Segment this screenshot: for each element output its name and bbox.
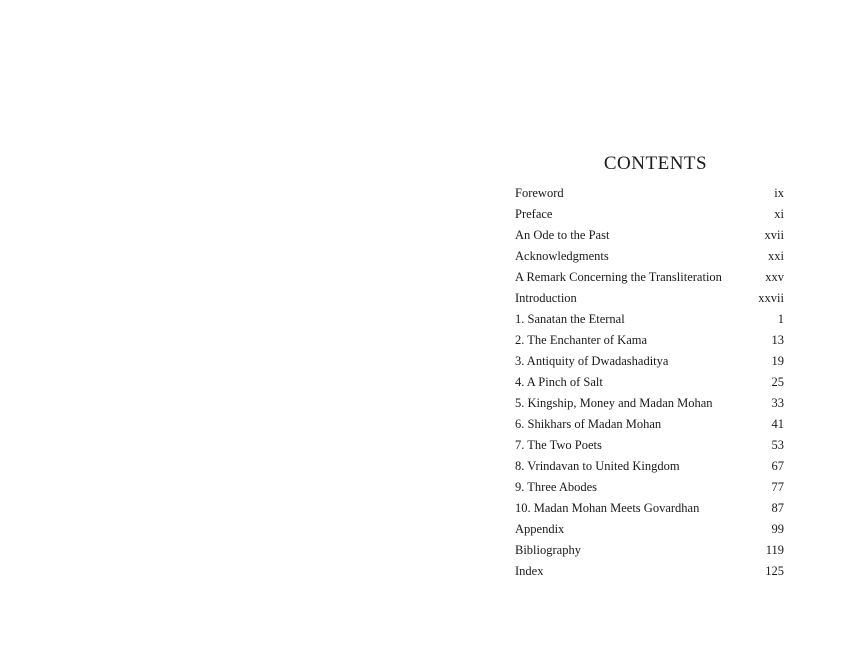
toc-entry-page-number: 87: [771, 501, 784, 515]
toc-entry-chapter-7: [515, 435, 784, 456]
toc-entry-chapter-1: [515, 309, 784, 330]
toc-entry-chapter-9: [515, 477, 784, 498]
toc-entry-page-number: xxv: [765, 270, 784, 284]
toc-entry-transliteration-remark: [515, 267, 784, 288]
toc-entry-title: 4. A Pinch of Salt: [515, 375, 603, 389]
toc-entry-chapter-5: [515, 393, 784, 414]
toc-entry-page-number: 1: [777, 312, 784, 326]
toc-entry-bibliography: [515, 540, 784, 561]
toc-entry-chapter-4: [515, 372, 784, 393]
toc-list: [515, 183, 784, 582]
toc-entry-page-number: xi: [774, 207, 784, 221]
toc-entry-title: 1. Sanatan the Eternal: [515, 312, 625, 326]
toc-entry-page-number: 25: [771, 375, 784, 389]
toc-entry-chapter-10: [515, 498, 784, 519]
toc-entry-page-number: xxvii: [758, 291, 784, 305]
toc-entry-chapter-6: [515, 414, 784, 435]
toc-entry-chapter-8: [515, 456, 784, 477]
toc-entry-title: 9. Three Abodes: [515, 480, 598, 494]
page-title: CONTENTS: [603, 153, 708, 174]
toc-entry-page-number: 13: [771, 333, 784, 347]
toc-entry-page-number: 67: [771, 459, 784, 473]
toc-entry-page-number: 41: [771, 417, 784, 431]
toc-entry-title: A Remark Concerning the Transliteration: [515, 270, 722, 284]
toc-entry-title: Preface: [515, 207, 553, 221]
toc-entry-title: 10. Madan Mohan Meets Govardhan: [515, 501, 700, 515]
toc-entry-title: An Ode to the Past: [515, 228, 610, 242]
toc-entry-chapter-2: [515, 330, 784, 351]
toc-entry-index: [515, 561, 784, 582]
toc-entry-title: 3. Antiquity of Dwadashaditya: [515, 354, 669, 368]
toc-entry-chapter-3: [515, 351, 784, 372]
toc-entry-page-number: xxi: [768, 249, 784, 263]
toc-entry-introduction: [515, 288, 784, 309]
toc-entry-ode-to-the-past: [515, 225, 784, 246]
toc-entry-page-number: 19: [771, 354, 784, 368]
toc-entry-acknowledgments: [515, 246, 784, 267]
toc-entry-page-number: 99: [771, 522, 784, 536]
toc-entry-title: Foreword: [515, 186, 564, 200]
toc-entry-title: 8. Vrindavan to United Kingdom: [515, 459, 680, 473]
toc-entry-title: 5. Kingship, Money and Madan Mohan: [515, 396, 713, 410]
toc-entry-foreword: [515, 183, 784, 204]
toc-entry-appendix: [515, 519, 784, 540]
toc-entry-title: Index: [515, 564, 544, 578]
toc-entry-title: Appendix: [515, 522, 565, 536]
toc-entry-page-number: 77: [771, 480, 784, 494]
table-of-contents: [515, 150, 784, 578]
toc-entry-page-number: 53: [771, 438, 784, 452]
toc-entry-title: Acknowledgments: [515, 249, 609, 263]
toc-entry-page-number: xvii: [764, 228, 784, 242]
toc-entry-page-number: 33: [771, 396, 784, 410]
toc-entry-title: Bibliography: [515, 543, 581, 557]
toc-entry-page-number: 125: [765, 564, 784, 578]
toc-entry-page-number: 119: [765, 543, 784, 557]
toc-entry-title: Introduction: [515, 291, 577, 305]
toc-entry-title: 2. The Enchanter of Kama: [515, 333, 648, 347]
toc-entry-preface: [515, 204, 784, 225]
toc-entry-page-number: ix: [774, 186, 784, 200]
toc-entry-title: 7. The Two Poets: [515, 438, 602, 452]
toc-entry-title: 6. Shikhars of Madan Mohan: [515, 417, 662, 431]
